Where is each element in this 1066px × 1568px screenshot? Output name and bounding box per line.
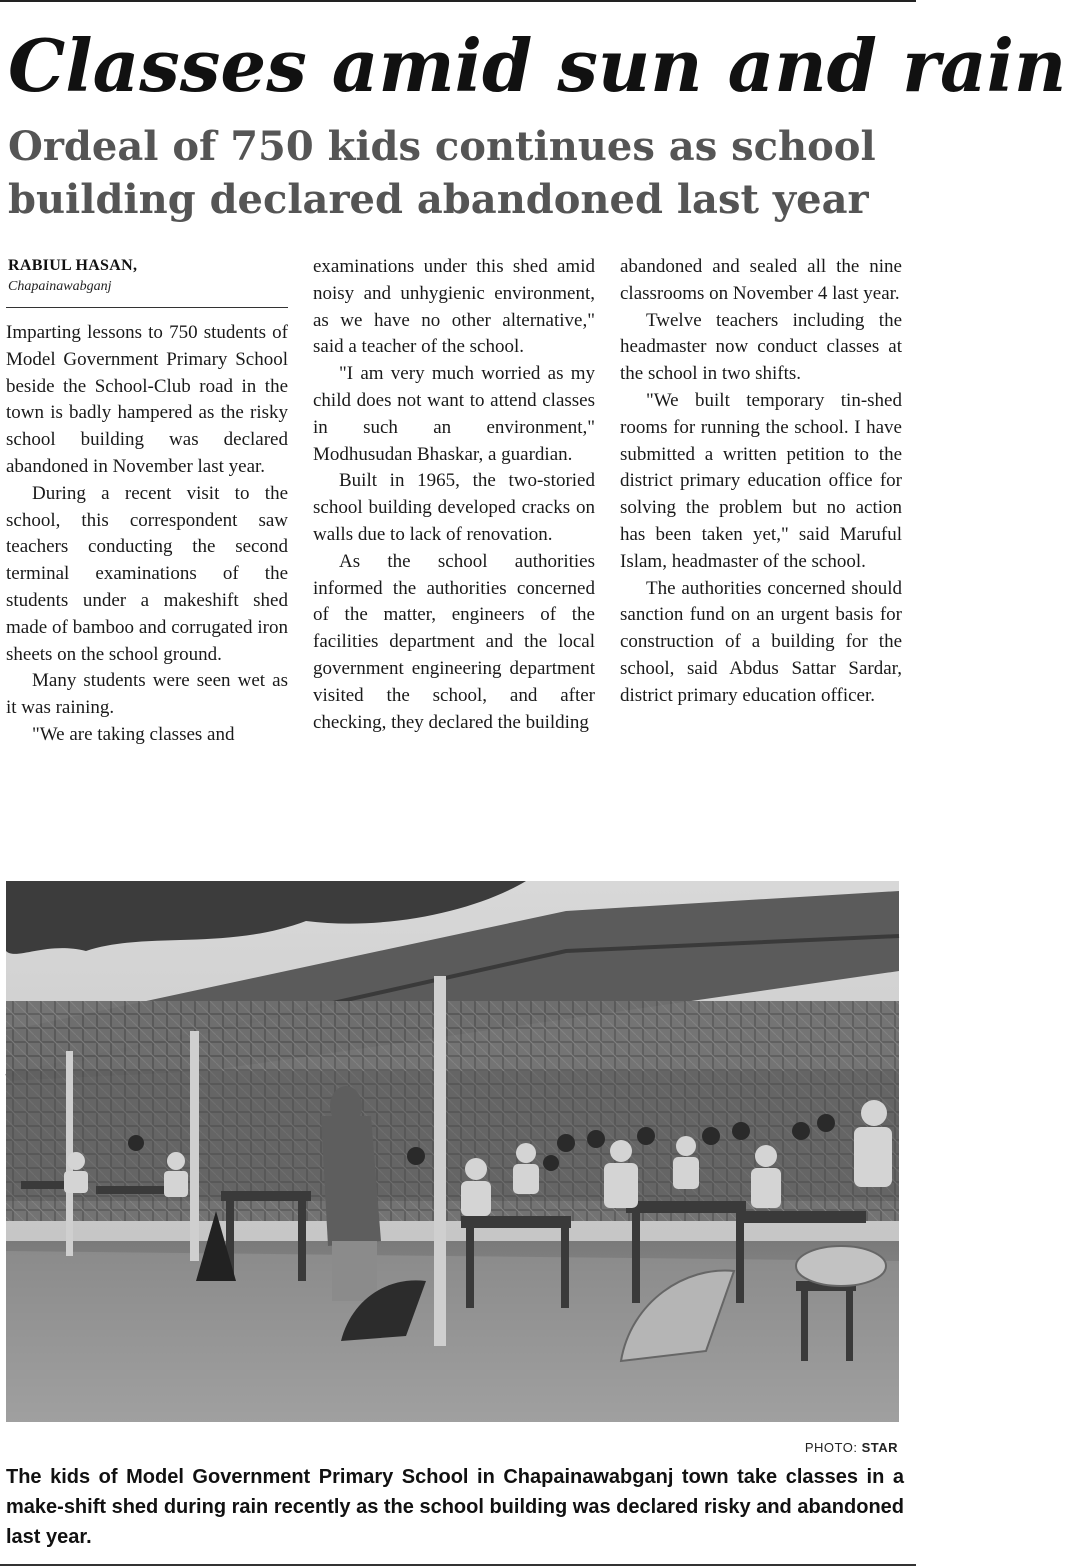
paragraph: abandoned and sealed all the nine classrooms on November 4 last year. bbox=[620, 256, 902, 304]
photo-credit bbox=[805, 1440, 898, 1455]
photo-credit-source: STAR bbox=[861, 1440, 898, 1455]
paragraph: "We are taking classes and bbox=[32, 723, 235, 745]
photo-credit-label: PHOTO: bbox=[804, 1440, 858, 1455]
paragraph: Built in 1965, the two-storied school building developed cracks on walls due to lack of renovation. bbox=[313, 470, 595, 545]
text-column-1 bbox=[6, 320, 288, 749]
headline: Classes amid sun and rain bbox=[8, 23, 1066, 108]
paragraph: Many students were seen wet as it was raining. bbox=[6, 670, 288, 719]
classroom-shed-illustration bbox=[6, 881, 899, 1422]
news-photo bbox=[6, 881, 899, 1422]
paragraph: Imparting lessons to 750 students of Model Government Primary School beside the School-Club road in the town is badly hampered as the risky school building was declared abandoned in November last year. bbox=[6, 322, 288, 477]
paragraph: examinations under this shed amid noisy and unhygienic environment, as we have no other alternative," said a teacher of the school. bbox=[313, 256, 595, 358]
subheadline: Ordeal of 750 kids continues as school building declared abandoned last year bbox=[8, 123, 876, 223]
byline-location: Chapainawabganj bbox=[8, 279, 112, 294]
byline-divider bbox=[6, 307, 288, 308]
paragraph: Twelve teachers including the headmaster now conduct classes at the school in two shifts. bbox=[620, 309, 902, 385]
wash-basin bbox=[796, 1246, 886, 1286]
text-column-3 bbox=[620, 254, 902, 710]
photo-caption: The kids of Model Government Primary School in Chapainawabganj town take classes in a make-shift shed during rain recently as the school building was declared risky and abandoned last year. bbox=[6, 1466, 904, 1548]
paragraph: The authorities concerned should sanction fund on an urgent basis for construction of a building for the school, said Abdus Sattar Sardar, district primary education officer. bbox=[620, 577, 902, 706]
byline-author: RABIUL HASAN, bbox=[8, 257, 138, 274]
paragraph: "I am very much worried as my child does not want to attend classes in such an environment," Modhusudan Bhaskar, a guardian. bbox=[313, 363, 595, 465]
paragraph: "We built temporary tin-shed rooms for running the school. I have submitted a written petition to the district primary education office for solving the problem but no action has been taken yet," said Maruful Islam, headmaster of the school. bbox=[620, 389, 902, 572]
paragraph: As the school authorities informed the authorities concerned of the matter, engineers of the facilities department and the local government engineering department visited the school, and after checking, they declared the building bbox=[313, 550, 595, 733]
paragraph: During a recent visit to the school, this correspondent saw teachers conducting the second terminal examinations of the students under a makeshift shed made of bamboo and corrugated iron sheets on the school ground. bbox=[6, 482, 288, 665]
text-column-2 bbox=[313, 254, 595, 736]
bottom-divider bbox=[0, 1564, 916, 1566]
